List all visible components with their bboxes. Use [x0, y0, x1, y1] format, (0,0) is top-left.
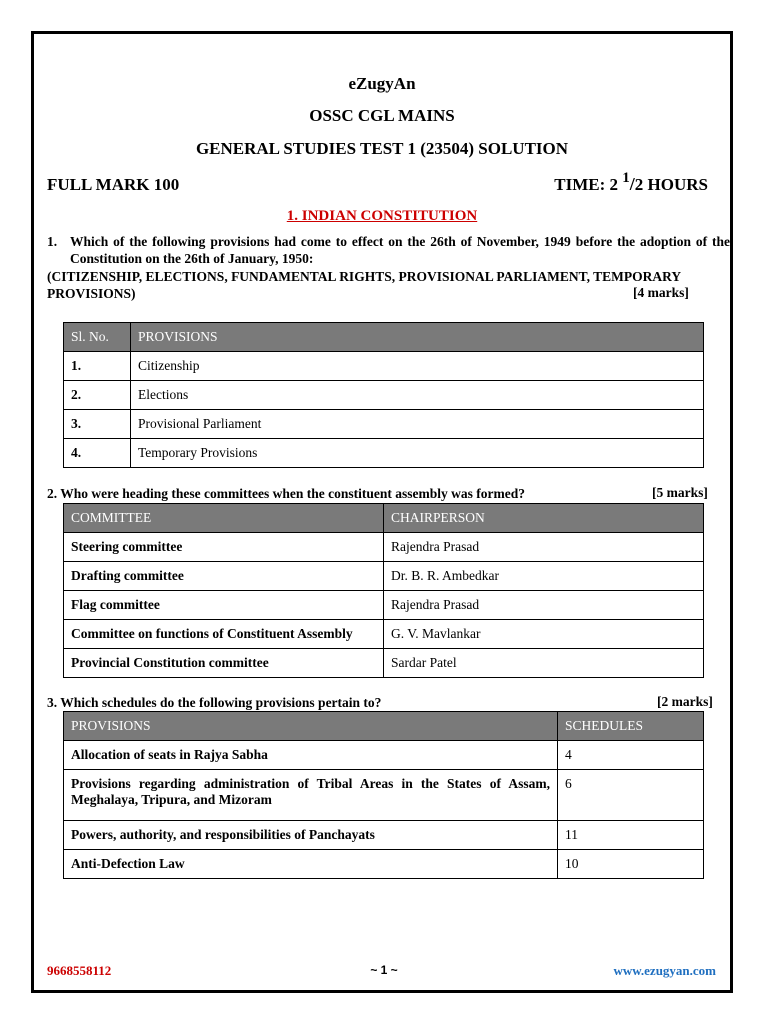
table-header-cell: PROVISIONS: [131, 323, 704, 352]
table-cell: 3.: [64, 410, 131, 439]
time-prefix: TIME: 2: [554, 175, 619, 194]
exam-title: OSSC CGL MAINS: [309, 106, 455, 125]
table-row: [64, 439, 704, 468]
table-cell: Dr. B. R. Ambedkar: [384, 562, 704, 591]
table-cell: 4.: [64, 439, 131, 468]
table-cell: Steering committee: [64, 533, 384, 562]
table-cell: Provincial Constitution committee: [64, 649, 384, 678]
table-cell: Provisional Parliament: [131, 410, 704, 439]
table-cell: Sardar Patel: [384, 649, 704, 678]
table-cell: Temporary Provisions: [131, 439, 704, 468]
table-cell: 1.: [64, 352, 131, 381]
footer-website-link[interactable]: www.ezugyan.com: [613, 963, 716, 978]
table-cell: 6: [558, 770, 704, 821]
table-row: [64, 770, 704, 821]
table-row: [64, 821, 704, 850]
test-title: GENERAL STUDIES TEST 1 (23504) SOLUTION: [195, 139, 569, 158]
table-cell: Committee on functions of Constituent Assembly: [64, 620, 384, 649]
table-header-row: [64, 323, 704, 352]
table-header-cell: CHAIRPERSON: [384, 504, 704, 533]
table-cell: 11: [558, 821, 704, 850]
table-cell: Allocation of seats in Rajya Sabha: [64, 741, 558, 770]
table-header-row: [64, 504, 704, 533]
table-row: [64, 649, 704, 678]
table-header-cell: Sl. No.: [64, 323, 131, 352]
table-row: [64, 850, 704, 879]
question-3-text: 3. Which schedules do the following provisions pertain to?: [47, 695, 382, 710]
table-cell: 10: [558, 850, 704, 879]
table-row: [64, 533, 704, 562]
table-row: [64, 620, 704, 649]
table-cell: Powers, authority, and responsibilities of Panchayats: [64, 821, 558, 850]
question-3-marks: [2 marks]: [657, 694, 713, 709]
table-header-cell: COMMITTEE: [64, 504, 384, 533]
time-allowed: [554, 171, 708, 195]
time-fraction-slash: /: [629, 174, 635, 194]
table-row: [64, 741, 704, 770]
time-suffix: HOURS: [647, 175, 708, 194]
table-header-row: [64, 712, 704, 741]
committees-table: [63, 503, 704, 678]
table-cell: G. V. Mavlankar: [384, 620, 704, 649]
table-header-cell: PROVISIONS: [64, 712, 558, 741]
table-cell: Provisions regarding administration of Tribal Areas in the States of Assam, Meghalaya, Tripura, and Mizoram: [64, 770, 558, 821]
table-header-cell: SCHEDULES: [558, 712, 704, 741]
table-row: [64, 410, 704, 439]
table-cell: Drafting committee: [64, 562, 384, 591]
question-2-marks: [5 marks]: [652, 485, 708, 500]
page-number: ~ 1 ~: [370, 963, 398, 977]
table-cell: Rajendra Prasad: [384, 591, 704, 620]
table-row: [64, 352, 704, 381]
table-cell: Rajendra Prasad: [384, 533, 704, 562]
question-1-marks: [4 marks]: [633, 285, 689, 300]
provisions-table: [63, 322, 704, 468]
table-row: [64, 562, 704, 591]
table-row: [64, 591, 704, 620]
question-1-number: 1.: [47, 234, 58, 249]
table-cell: 4: [558, 741, 704, 770]
table-cell: Anti-Defection Law: [64, 850, 558, 879]
table-row: [64, 381, 704, 410]
time-fraction-num: 1: [622, 170, 630, 186]
table-cell: Citizenship: [131, 352, 704, 381]
table-cell: 2.: [64, 381, 131, 410]
time-fraction: [622, 170, 644, 194]
schedules-table: [63, 711, 704, 879]
question-1-options: (CITIZENSHIP, ELECTIONS, FUNDAMENTAL RIGHTS, PROVISIONAL PARLIAMENT, TEMPORARY PROVISIONS): [47, 269, 681, 301]
full-mark: FULL MARK 100: [47, 175, 180, 194]
table-cell: Flag committee: [64, 591, 384, 620]
table-cell: Elections: [131, 381, 704, 410]
brand-title: eZugyAn: [348, 74, 416, 93]
question-1-text: Which of the following provisions had come to effect on the 26th of November, 1949 before the adoption of the Constitution on the 26th of January, 1950:: [70, 234, 730, 266]
footer-phone: 9668558112: [47, 963, 112, 978]
question-2-text: 2. Who were heading these committees when the constituent assembly was formed?: [47, 486, 525, 501]
time-fraction-den: 2: [634, 175, 644, 194]
section-title: 1. INDIAN CONSTITUTION: [286, 208, 478, 224]
